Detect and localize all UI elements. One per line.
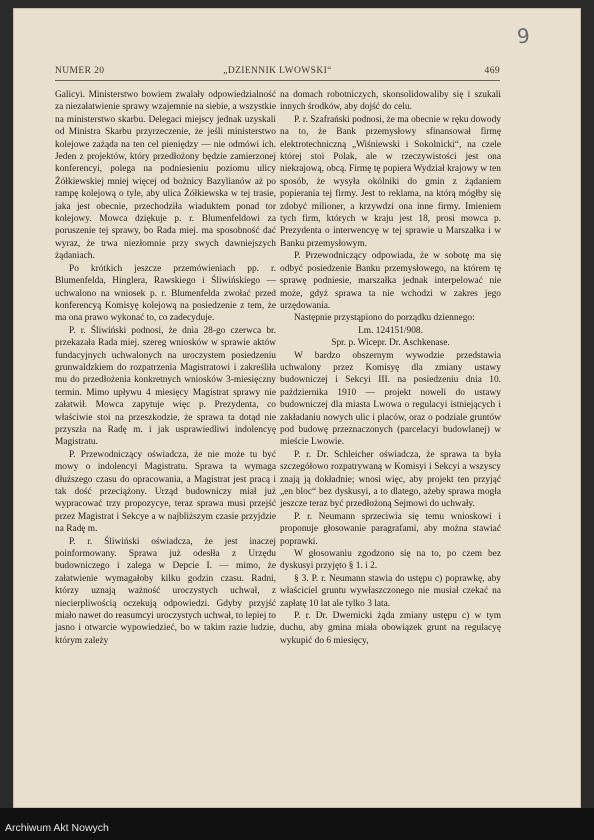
paragraph: P. r. Śliwiński oświadcza, że jest inaczej poinformowany. Sprawa już odesłła z Urzędu budowniczego i zalega w Depcie I. — mimo, że załatwienie wymagałoby kilku godzin czasu. Radni, którzy uznają ważność uroczystych uchwał, z niecierpliwością oczekują odpowiedzi. Gdyby przyjść miało nawet do reasumcyi uroczystych uchwał, to lepiej to jasno i otwarcie wypowiedzieć, bo w takim razie ludzie, którym zależy — [55, 536, 276, 646]
archive-page-mark: 9 — [516, 23, 531, 49]
issue-number: NUMER 20 — [55, 66, 105, 76]
case-number: Lm. 124151/908. — [358, 325, 423, 336]
paragraph: Galicyi. Ministerstwo bowiem zwalały odpowiedzialność za niezałatwienie sprawy wzajemnie na siebie, a wszystkie na ministerstwo skarbu. Delegaci miejscy jednak uzyskali od Ministra Skarbu przyrzeczenie, że jeśli ministerstwo kolejowe zażąda na ten cel pieniędzy — nie odmówi ich. Jeden z projektów, który przedłożony będzie zamierzonej konferencyi, polega na podniesieniu poziomu ulicy Żółkiewskiej mniej więcej od bożnicy Bazylianów aż po rampę kolejową o tyle, aby ulica Żółkiewska w tej trasie, jaka jest obecnie, przechodziła wiaduktem ponad tor kolejowy. Mowca dziękuje p. r. Blumenfeldowi za poruszenie tej sprawy, bo Rada miej. ma sposobność dać wyraz, że trwa niezłomnie przy swych dawniejszych żądaniach. — [55, 90, 276, 262]
paragraph: P. r. Dr. Schleicher oświadcza, że sprawa ta była szczegółowo rozpatrywaną w Komisyi i Sekcyi a wszyscy znają ją dokładnie; wnosi więc, aby projekt ten przyjąć „en bloc“ bez dyskusyi, a to dlatego, ażeby sprawa mogła jeszcze teraz być przedłożoną Sejmowi do uchwały. — [280, 449, 501, 510]
paragraph: P. r. Śliwiński podnosi, że dnia 28-go czerwca br. przekazała Rada miej. szereg wniosków w sprawie aktów fundacyjnych uchwalonych na uroczystem posiedzeniu grunwaldzkiem do rozpatrzenia Magistratowi i zakreśliła mu do przedłożenia konkretnych wniosków 3-miesięczny termin. Mimo upływu 4 miesięcy Magistrat sprawy nie załatwił. Mowca zapytuje więc p. Prezydenta, co właściwie stoi na przeszkodzie, że sprawa ta dotąd nie przyszła na Radę m. i jak usprawiedliwi indolencyę Magistratu. — [55, 325, 276, 448]
header-divider — [55, 80, 500, 81]
paragraph: P. r. Neumann sprzeciwia się temu wnioskowi i proponuje głosowanie paragrafami, aby można stawiać poprawki. — [280, 511, 501, 547]
archive-footer-bar — [0, 808, 594, 840]
page-header — [55, 66, 500, 80]
paragraph: P. r. Dr. Dwernicki żąda zmiany ustępu c) w tym duchu, aby gmina miała obowiązek grunt na regulacyę wykupić do 6 miesięcy, — [280, 611, 501, 646]
right-column — [280, 89, 501, 647]
paragraph: W bardzo obszernym wywodzie przedstawia uchwalony przez Komisyę dla zmiany ustawy budowniczej i Sekcyi III. na posiedzeniu dnia 10. października 1910 — projekt noweli do ustawy budowniczej dla miasta Lwowa o regulacyi istniejących i zakładaniu nowych ulic i placów, oraz o podziale gruntów pod budowę przeznaczonych (parcelacyi budowlanej) w mieście Lwowie. — [280, 350, 501, 448]
page-number: 469 — [484, 66, 500, 76]
paragraph: Następnie przystąpiono do porządku dziennego: — [294, 313, 475, 324]
paragraph: § 3. P. r. Neumann stawia do ustępu c) poprawkę, aby właściciel gruntu wywłaszczonego nie musiał czekać na zapłatę 10 lat ale tylko 3 lata. — [280, 573, 501, 609]
rapporteur: Spr. p. Wicepr. Dr. Aschkenase. — [331, 338, 450, 349]
paragraph: na domach robotniczych, skonsolidowaliby się i szukali innych środków, aby dojść do celu. — [280, 90, 501, 113]
paragraph: W głosowaniu zgodzono się na to, po czem bez dyskusyi przyjęto § 1. i 2. — [280, 549, 501, 572]
archive-name: Archiwum Akt Nowych — [5, 822, 109, 834]
paragraph: P. Przewodniczący oświadcza, że nie może tu być mowy o indolencyi Magistratu. Sprawa ta wymaga dłuższego czasu do opracowania, a Magistrat jest pracą i tak dość przeciążony. Urząd budowniczy miał już wypracować trzy propozycye, teraz sprawa musi przejść przez Magistrat i Sekcye a w najbliższym czasie przyjdzie na Radę m. — [55, 449, 276, 535]
newspaper-title: „DZIENNIK LWOWSKI“ — [223, 66, 332, 76]
paragraph: Po krótkich jeszcze przemówieniach pp. r. Blumenfelda, Hinglera, Rawskiego i Śliwińskiego — uchwalono na wniosek p. r. Blumenfelda zwołać przed konferencyą Komisyę kolejową na posiedzenie z tem, że ma ona prawo wykonać to, co zadecyduje. — [55, 263, 276, 324]
paragraph: P. r. Szafrański podnosi, że ma obecnie w ręku dowody na to, że Bank przemysłowy sfinansował firmę elektrotechniczną „Wiśniewski i Sokolnicki“, na czele której stoi Polak, ale w rzeczywistości jest ona niekrajową, obcą. Firmę tę popiera Wydział krajowy w ten sposób, że wysyła okólniki do gmin z żądaniem popierania tej firmy. Jest to reklama, na którą mógłby się zdobyć milioner, a krzywdzi ona inne firmy. Imieniem tych firm, których w kraju jest 18, prosi mowca p. Prezydenta o interwencyę w tej sprawie u Marszałka i w Banku przemysłowym. — [280, 114, 501, 249]
paragraph: P. Przewodniczący odpowiada, że w sobotę ma się odbyć posiedzenie Banku przemysłowego, na którem tę sprawę podniesie, marszałka jednak interpelować nie może, gdyż sprawa ta nie wchodzi w zakres jego urzędowania. — [280, 251, 501, 311]
left-column — [55, 89, 276, 647]
